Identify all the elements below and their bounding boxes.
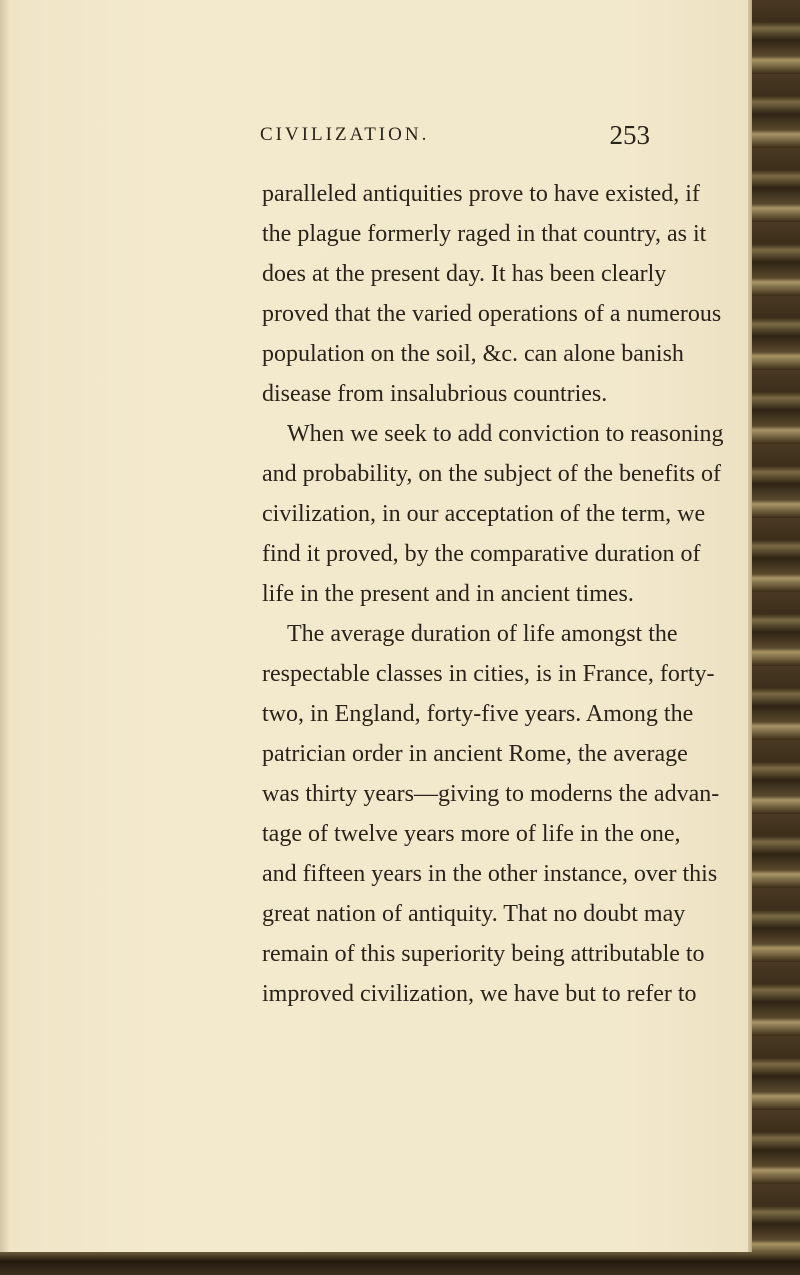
text-line: great nation of antiquity. That no doubt may [262, 901, 686, 927]
text-line: was thirty years—giving to moderns the advan- [262, 781, 720, 807]
text-line: does at the present day. It has been clearly [262, 261, 667, 287]
text-line: population on the soil, &c. can alone banish [262, 341, 684, 367]
text-line: proved that the varied operations of a numerous [262, 301, 722, 327]
page-gutter-shadow [0, 0, 10, 1258]
paragraph-start-line: The average duration of life amongst the [287, 621, 678, 647]
text-line: improved civilization, we have but to refer to [262, 981, 697, 1007]
text-line: respectable classes in cities, is in France, forty- [262, 661, 715, 687]
text-line: find it proved, by the comparative duration of [262, 541, 701, 567]
text-line: and probability, on the subject of the benefits of [262, 461, 721, 487]
text-line: the plague formerly raged in that country, as it [262, 221, 707, 247]
text-line: life in the present and in ancient times. [262, 581, 634, 607]
text-line: remain of this superiority being attributable to [262, 941, 705, 967]
text-line: paralleled antiquities prove to have existed, if [262, 181, 700, 207]
text-line: tage of twelve years more of life in the one, [262, 821, 681, 847]
running-title: CIVILIZATION. [260, 124, 430, 145]
running-head [250, 120, 650, 150]
book-binding [752, 0, 800, 1275]
book-bottom-edge [0, 1252, 800, 1275]
paragraph-start-line: When we seek to add conviction to reasoning [287, 421, 724, 447]
text-line: disease from insalubrious countries. [262, 381, 608, 407]
text-line: patrician order in ancient Rome, the average [262, 741, 688, 767]
page-number: 253 [609, 120, 650, 150]
text-line: and fifteen years in the other instance, over this [262, 861, 718, 887]
text-line: two, in England, forty-five years. Among the [262, 701, 694, 727]
text-line: civilization, in our acceptation of the term, we [262, 501, 706, 527]
